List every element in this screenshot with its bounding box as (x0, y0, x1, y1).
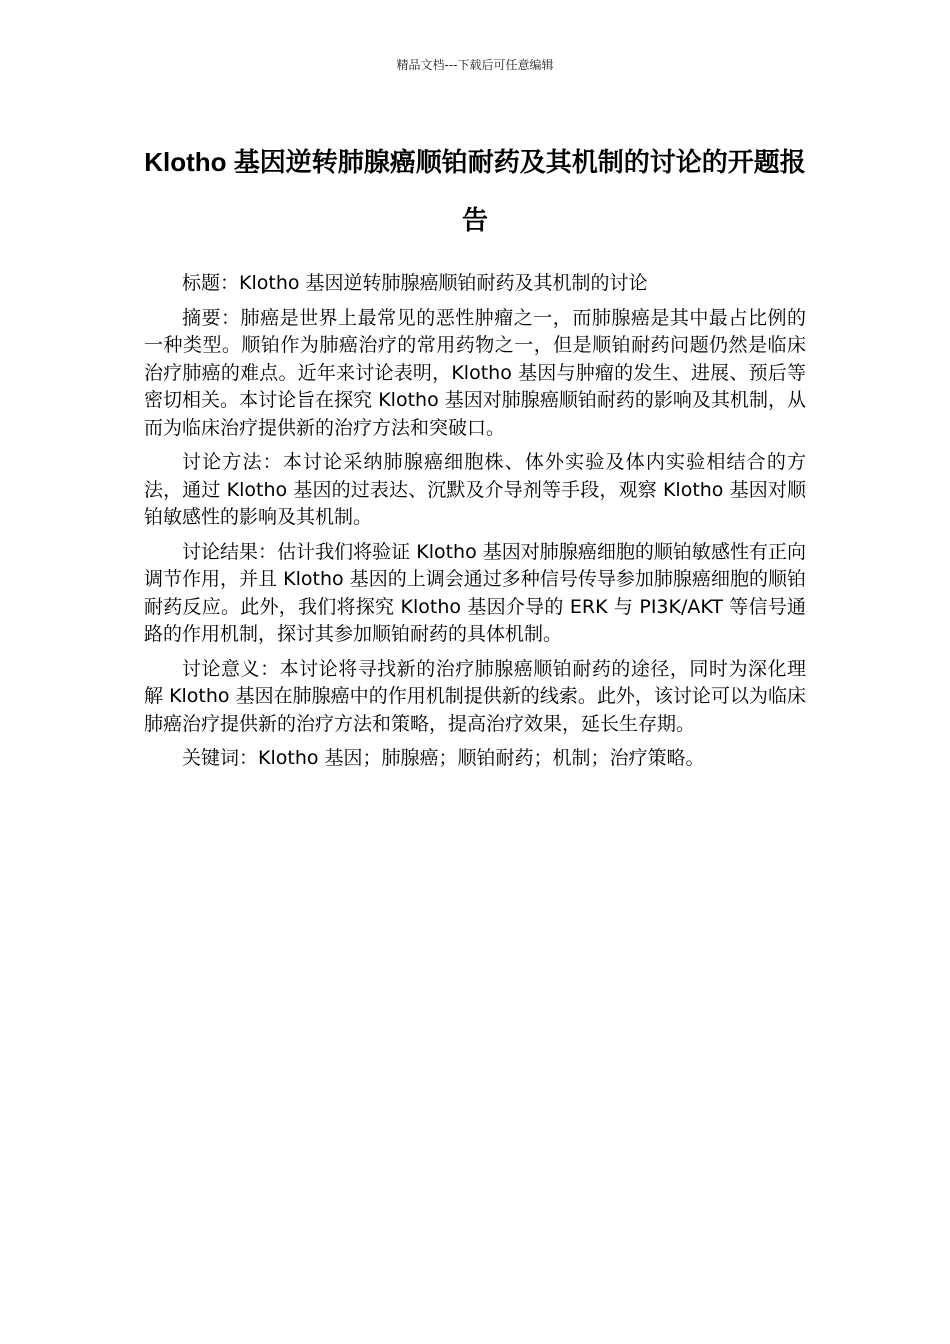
abstract-paragraph: 摘要：肺癌是世界上最常见的恶性肿瘤之一，而肺腺癌是其中最占比例的一种类型。顺铂作为肺癌治疗的常用药物之一，但是顺铂耐药问题仍然是临床治疗肺癌的难点。近年来讨论表明，Klotho 基因与肿瘤的发生、进展、预后等密切相关。本讨论旨在探究 Klotho 基因对肺腺癌顺铂耐药的影响及其机制，从而为临床治疗提供新的治疗方法和突破口。 (144, 306, 806, 439)
results-paragraph: 讨论结果：估计我们将验证 Klotho 基因对肺腺癌细胞的顺铂敏感性有正向调节作用，并且 Klotho 基因的上调会通过多种信号传导参加肺腺癌细胞的顺铂耐药反应。此外，我们将探究 Klotho 基因介导的 ERK 与 PI3K/AKT 等信号通路的作用机制，探讨其参加顺铂耐药的具体机制。 (144, 540, 806, 645)
methods-paragraph: 讨论方法：本讨论采纳肺腺癌细胞株、体外实验及体内实验相结合的方法，通过 Klotho 基因的过表达、沉默及介导剂等手段，观察 Klotho 基因对顺铂敏感性的影响及其机制。 (144, 451, 806, 528)
page-header-note: 精品文档---下载后可任意编辑 (396, 58, 554, 72)
document-body (144, 270, 806, 780)
document-title: Klotho 基因逆转肺腺癌顺铂耐药及其机制的讨论的开题报告 (144, 147, 806, 235)
significance-paragraph: 讨论意义：本讨论将寻找新的治疗肺腺癌顺铂耐药的途径，同时为深化理解 Klotho 基因在肺腺癌中的作用机制提供新的线索。此外，该讨论可以为临床肺癌治疗提供新的治疗方法和策略，提高治疗效果，延长生存期。 (144, 657, 806, 735)
title-line: 标题：Klotho 基因逆转肺腺癌顺铂耐药及其机制的讨论 (182, 272, 648, 294)
keywords-paragraph: 关键词：Klotho 基因；肺腺癌；顺铂耐药；机制；治疗策略。 (182, 747, 705, 769)
